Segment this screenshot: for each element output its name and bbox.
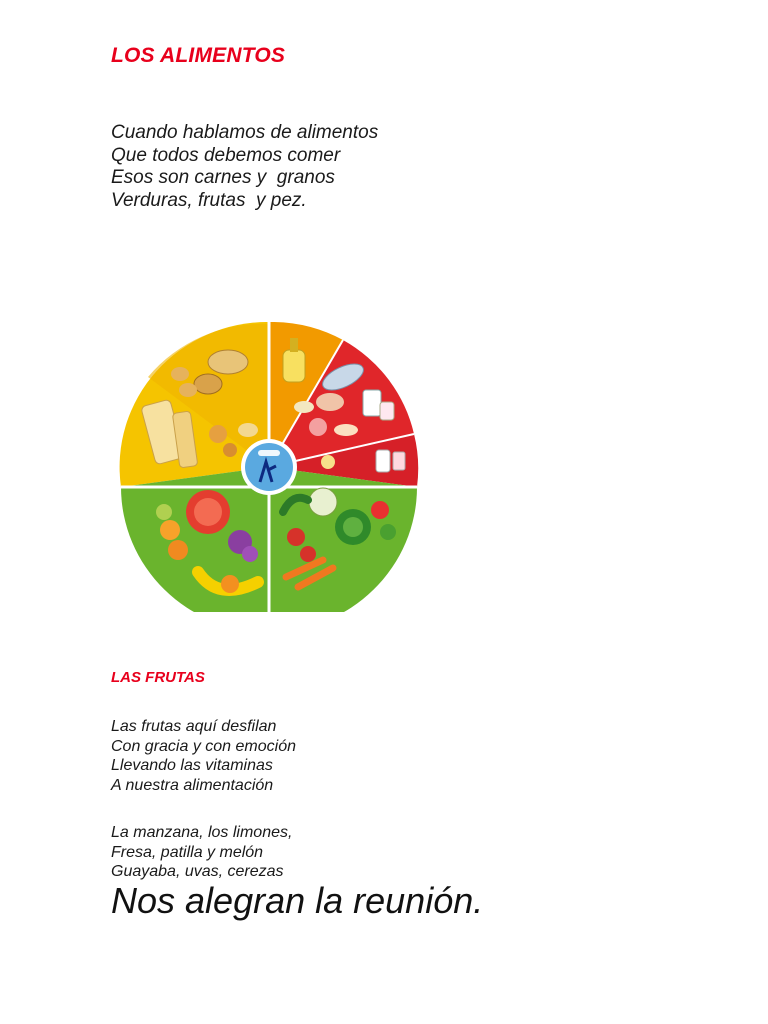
poem-line: Guayaba, uvas, cerezas: [111, 863, 284, 880]
poem-line: Llevando las vitaminas: [111, 757, 273, 774]
poem-line: Cuando hablamos de alimentos: [111, 122, 379, 143]
poem-line: Con gracia y con emoción: [111, 737, 296, 755]
stanza-2: [111, 823, 292, 882]
poem-line: Fresa, patilla y melón: [111, 843, 264, 861]
poem-line: A nuestra alimentación: [111, 776, 274, 794]
poem-line: La manzana, los limones,: [111, 824, 293, 841]
page-title: LOS ALIMENTOS: [111, 44, 286, 67]
stanza-1: [111, 717, 296, 795]
intro-poem: [111, 122, 378, 212]
poem-line: Verduras, frutas y pez.: [111, 189, 307, 211]
poem-line: Las frutas aquí desfilan: [111, 718, 277, 735]
poem-line: Que todos debemos comer: [111, 144, 341, 166]
closing-line: Nos alegran la reunión.: [111, 880, 484, 921]
poem-line: Esos son carnes y granos: [111, 167, 335, 188]
section-title: LAS FRUTAS: [111, 669, 205, 686]
center-logo-icon: [241, 439, 297, 495]
food-wheel-illustration: [118, 322, 420, 612]
